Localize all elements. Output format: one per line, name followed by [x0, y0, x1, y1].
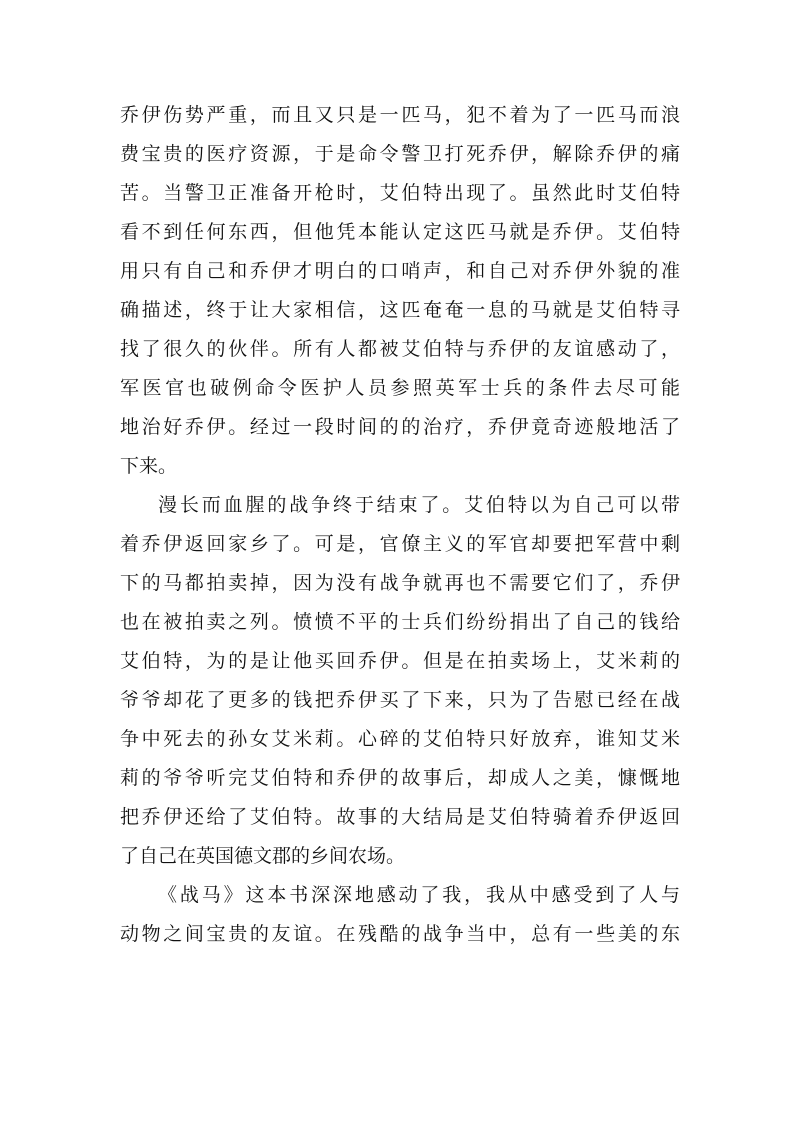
text-line: 下的马都拍卖掉，因为没有战争就再也不需要它们了，乔伊 [120, 572, 680, 594]
text-line: 把乔伊还给了艾伯特。故事的大结局是艾伯特骑着乔伊返回 [120, 806, 680, 828]
text-line: 军医官也破例命令医护人员参照英军士兵的条件去尽可能 [120, 377, 680, 399]
text-line: 艾伯特，为的是让他买回乔伊。但是在拍卖场上，艾米莉的 [120, 650, 680, 672]
text-line: 莉的爷爷听完艾伯特和乔伊的故事后，却成人之美，慷慨地 [120, 767, 680, 789]
text-line: 着乔伊返回家乡了。可是，官僚主义的军官却要把军营中剩 [120, 533, 680, 555]
text-line: 了自己在英国德文郡的乡间农场。 [120, 845, 406, 867]
text-line: 争中死去的孙女艾米莉。心碎的艾伯特只好放弃，谁知艾米 [120, 728, 680, 750]
text-line: 《战马》这本书深深地感动了我，我从中感受到了人与 [158, 884, 680, 906]
text-line: 也在被拍卖之列。愤愤不平的士兵们纷纷捐出了自己的钱给 [120, 611, 680, 633]
text-line: 用只有自己和乔伊才明白的口哨声，和自己对乔伊外貌的准 [120, 260, 680, 282]
text-line: 确描述，终于让大家相信，这匹奄奄一息的马就是艾伯特寻 [120, 299, 680, 321]
text-line: 下来。 [120, 455, 178, 477]
text-line: 漫长而血腥的战争终于结束了。艾伯特以为自己可以带 [158, 494, 680, 516]
text-line: 乔伊伤势严重，而且又只是一匹马，犯不着为了一匹马而浪 [120, 104, 680, 126]
text-line: 苦。当警卫正准备开枪时，艾伯特出现了。虽然此时艾伯特 [120, 182, 680, 204]
text-line: 地治好乔伊。经过一段时间的的治疗，乔伊竟奇迹般地活了 [120, 416, 680, 438]
body-text [120, 96, 680, 954]
text-line: 找了很久的伙伴。所有人都被艾伯特与乔伊的友谊感动了， [120, 338, 680, 360]
text-line: 费宝贵的医疗资源，于是命令警卫打死乔伊，解除乔伊的痛 [120, 143, 680, 165]
text-line: 爷爷却花了更多的钱把乔伊买了下来，只为了告慰已经在战 [120, 689, 680, 711]
text-line: 看不到任何东西，但他凭本能认定这匹马就是乔伊。艾伯特 [120, 221, 680, 243]
text-line: 动物之间宝贵的友谊。在残酷的战争当中，总有一些美的东 [120, 923, 680, 945]
